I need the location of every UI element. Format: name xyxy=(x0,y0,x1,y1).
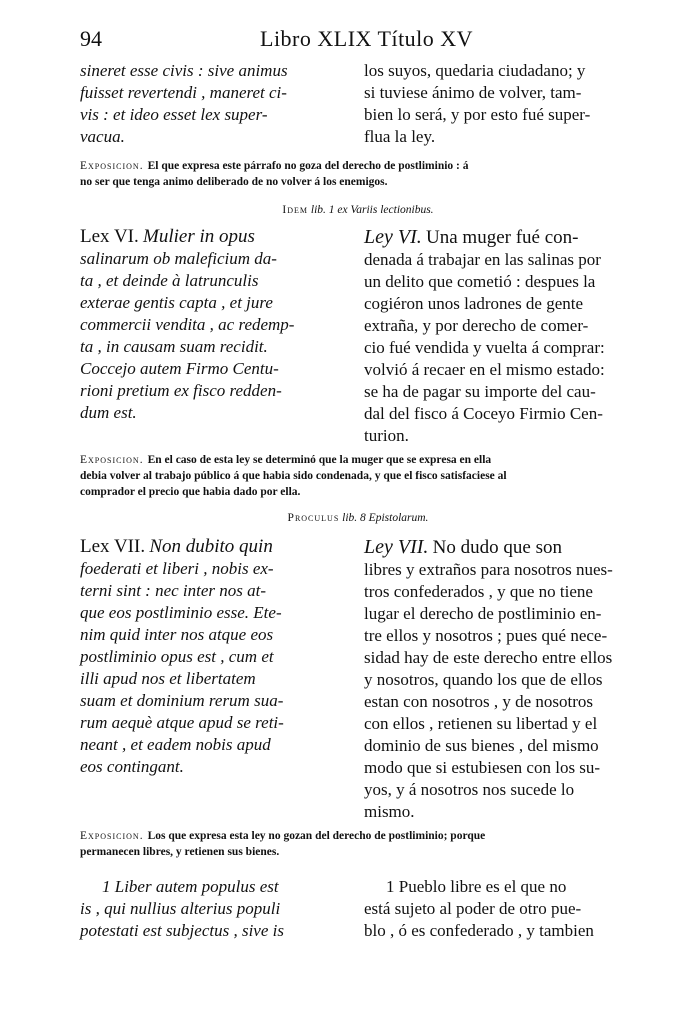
exposicion-label: Exposicion. xyxy=(80,830,144,842)
citation-ref: lib. 8 Epistolarum. xyxy=(342,512,429,524)
paragraph-incipit: Pueblo libre es el que no xyxy=(398,877,567,896)
section-lex-vii xyxy=(80,536,636,823)
section-intro xyxy=(80,60,636,148)
paragraph-number: 1 xyxy=(386,877,395,896)
spanish-text: está sujeto al poder de otro pue- blo , ó es confederado , y tambien xyxy=(364,899,594,940)
latin-column: sineret esse civis : sive animus fuisset revertendi , maneret ci- vis : et ideo esset lex super- vacua. xyxy=(80,61,288,146)
spanish-column xyxy=(364,226,636,447)
exposicion-text: Los que expresa esta ley no gozan del derecho de postliminio; porque permanecen libres, y retienen sus bienes. xyxy=(80,830,486,858)
exposicion-label: Exposicion. xyxy=(80,160,144,172)
latin-text: foederati et liberi , nobis ex- terni sint : nec inter nos at- que eos postliminio esse. Ete- nim quid inter nos atque eos postliminio opus est , cum et illi apud nos et libertatem suam et dominium rerum sua- rum aequè atque apud se reti- neant , et eadem nobis apud eos contingant. xyxy=(80,559,284,776)
source-citation xyxy=(80,512,636,524)
ley-label: Ley VI. xyxy=(364,226,422,248)
latin-text: is , qui nullius alterius populi potestati est subjectus , sive is xyxy=(80,899,284,940)
latin-column xyxy=(80,876,352,942)
section-paragraph-1 xyxy=(80,876,636,942)
exposicion-label: Exposicion. xyxy=(80,454,144,466)
latin-text: salinarum ob maleficium da- ta , et deinde à latrunculis exterae gentis capta , et jure commercii vendita , ac redemp- ta , in causam suam recidit. Coccejo autem Firmo Centu- rioni pretium ex fisco redden- dum est. xyxy=(80,249,295,422)
paragraph-incipit: Liber autem populus est xyxy=(114,877,279,896)
ley-incipit: No dudo que son xyxy=(432,537,562,558)
lex-incipit: Mulier in opus xyxy=(143,226,255,247)
spanish-text: libres y extraños para nosotros nues- tros confederados , y que no tiene lugar el derecho de postliminio en- tre ellos y nosotros ; pues qué nece- sidad hay de este derecho entre ellos y nosotros, quando los que de ellos estan con nosotros , y de nosotros con ellos , retienen su libertad y el dominio de sus bienes , del mismo modo que si estubiesen con los su- yos, y á nosotros nos sucede lo mismo. xyxy=(364,560,613,821)
spanish-column xyxy=(364,536,636,823)
citation-ref: lib. 1 ex Variis lectionibus. xyxy=(310,204,434,216)
spanish-column xyxy=(364,876,636,942)
lex-label: Lex VI. xyxy=(80,226,139,247)
exposicion-note xyxy=(80,158,636,190)
spanish-text: denada á trabajar en las salinas por un delito que cometió : despues la cogiéron unos ladrones de gente extraña, y por derecho de comer- cio fué vendida y vuelta á comprar: volvió á recaer en el mismo estado: se ha de pagar su importe del cau- dal del fisco á Coceyo Firmio Cen- turion. xyxy=(364,250,605,445)
exposicion-text: El que expresa este párrafo no goza del derecho de postliminio : á no ser que tenga animo deliberado de no volver á los enemigos. xyxy=(80,160,469,188)
citation-author: Proculus xyxy=(287,512,340,524)
exposicion-note xyxy=(80,828,636,860)
exposicion-note xyxy=(80,452,636,500)
page-header xyxy=(80,26,640,54)
spanish-column: los suyos, quedaria ciudadano; y si tuviese ánimo de volver, tam- bien lo será, y por esto fué super- flua la ley. xyxy=(364,61,591,146)
exposicion-text: En el caso de esta ley se determinó que la muger que se expresa en ella debia volver al trabajo público á que habia sido condenada, y que el fisco satisfaciese al comprador el precio que habia dado por ella. xyxy=(80,454,507,498)
lex-incipit: Non dubito quin xyxy=(149,536,273,557)
lex-label: Lex VII. xyxy=(80,536,146,557)
latin-column xyxy=(80,226,352,447)
latin-column xyxy=(80,536,352,823)
paragraph-number: 1 xyxy=(102,877,111,896)
source-citation xyxy=(80,204,636,216)
running-title: Libro XLIX Título XV xyxy=(260,26,474,51)
section-lex-vi xyxy=(80,226,636,447)
ley-incipit: Una muger fué con- xyxy=(426,227,579,248)
page-number: 94 xyxy=(80,26,102,51)
ley-label: Ley VII. xyxy=(364,536,429,558)
citation-author: Idem xyxy=(282,204,309,216)
